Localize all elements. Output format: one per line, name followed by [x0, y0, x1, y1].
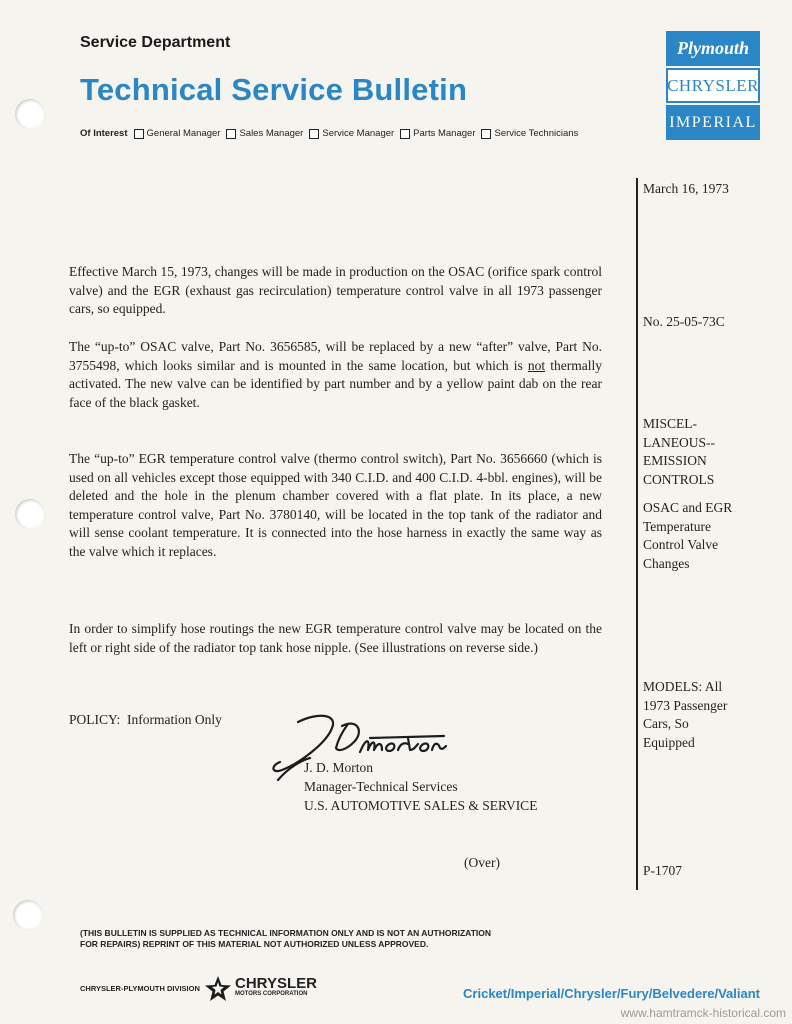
interest-option[interactable]: General Manager	[134, 128, 221, 139]
handwritten-signature	[258, 708, 458, 788]
interest-row	[80, 128, 584, 139]
imperial-logo: IMPERIAL	[666, 105, 760, 140]
checkbox[interactable]	[226, 129, 236, 139]
over-note: (Over)	[464, 855, 500, 870]
interest-label: Of Interest	[80, 128, 128, 139]
department-heading: Service Department	[80, 34, 231, 51]
interest-option[interactable]: Sales Manager	[226, 128, 303, 139]
page-code: P-1707	[643, 863, 683, 878]
paragraph-hose-routing: In order to simplify hose routings the new EGR temperature control valve may be located on the left or right side of the radiator top tank hose nipple. (See illustrations on reverse side.)	[69, 621, 602, 655]
corporation-name: CHRYSLER	[235, 975, 317, 992]
checkbox[interactable]	[309, 129, 319, 139]
punch-hole-top	[15, 99, 45, 129]
watermark: www.hamtramck-historical.com	[620, 1006, 786, 1020]
bulletin-date: March 16, 1973	[643, 181, 729, 196]
checkbox[interactable]	[481, 129, 491, 139]
paragraph-egr-valve: The “up-to” EGR temperature control valve (thermo control switch), Part No. 3656660 (which is used on all vehicles except those equipped with 340 C.I.D. and 400 C.I.D. 4-bbl. engines), will be deleted and the hole in the plenum chamber covered with a flat plate. In its place, a new temperature control valve, Part No. 3780140, will be located in the top tank of the radiator and will sense coolant temperature. It is connected into the hose harness in exactly the same way as the valve which it replaces.	[69, 451, 602, 559]
signer-title: Manager-Technical Services	[304, 779, 458, 794]
corporation-subtitle: MOTORS CORPORATION	[235, 991, 308, 997]
plymouth-logo: Plymouth	[666, 31, 760, 66]
checkbox[interactable]	[134, 129, 144, 139]
chrysler-logo: CHRYSLER	[666, 68, 760, 103]
punch-hole-bottom	[13, 900, 43, 930]
paragraph-effective-date: Effective March 15, 1973, changes will be made in production on the OSAC (orifice spark control valve) and the EGR (exhaust gas recirculation) temperature control valve in all 1973 passenger cars, so equipped.	[69, 264, 602, 316]
signer-name: J. D. Morton	[304, 760, 374, 775]
punch-hole-middle	[15, 499, 45, 529]
paragraph-osac-valve: The “up-to” OSAC valve, Part No. 3656585, will be replaced by a new “after” valve, Part No. 3755498, which looks similar and is mounted in the same location, but which is not thermally activated. The new valve can be identified by part number and by a yellow paint dab on the rear face of the black gasket.	[69, 339, 602, 410]
interest-option[interactable]: Service Manager	[309, 128, 394, 139]
pentastar-icon	[204, 975, 232, 1003]
checkbox[interactable]	[400, 129, 410, 139]
page-title: Technical Service Bulletin	[80, 72, 468, 107]
bulletin-subject: OSAC and EGR Temperature Control Valve Changes	[643, 500, 733, 571]
division-name: CHRYSLER-PLYMOUTH DIVISION	[80, 984, 200, 993]
bulletin-models: MODELS: All 1973 Passenger Cars, So Equipped	[643, 679, 728, 750]
interest-option[interactable]: Service Technicians	[481, 128, 578, 139]
emphasis-not: not	[527, 357, 546, 373]
disclaimer-footnote: (THIS BULLETIN IS SUPPLIED AS TECHNICAL INFORMATION ONLY AND IS NOT AN AUTHORIZATION FOR REPAIRS) REPRINT OF THIS MATERIAL NOT AUTHORIZED UNLESS APPROVED.	[80, 928, 491, 949]
policy-line: POLICY: Information Only	[69, 712, 222, 727]
interest-option[interactable]: Parts Manager	[400, 128, 475, 139]
bulletin-number: No. 25-05-73C	[643, 314, 725, 329]
signer-organization: U.S. AUTOMOTIVE SALES & SERVICE	[304, 798, 538, 813]
sidebar-divider	[636, 178, 638, 890]
bulletin-category: MISCEL- LANEOUS-- EMISSION CONTROLS	[643, 416, 715, 487]
models-line: Cricket/Imperial/Chrysler/Fury/Belvedere/Valiant	[463, 986, 760, 1001]
